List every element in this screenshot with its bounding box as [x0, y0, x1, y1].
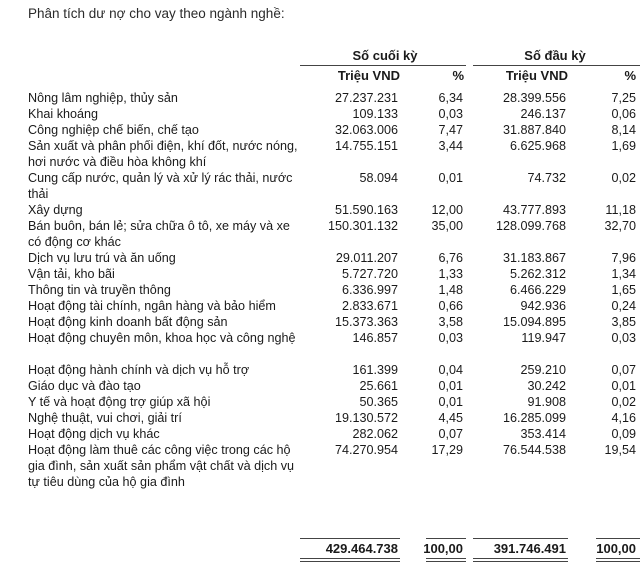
start-value: 43.777.893 — [502, 203, 566, 217]
sector-label: Nông lâm nghiệp, thủy sản — [28, 91, 178, 105]
end-pct: 0,01 — [438, 171, 463, 185]
start-pct: 0,06 — [611, 107, 636, 121]
start-pct: 1,34 — [611, 267, 636, 281]
start-value: 119.947 — [521, 331, 566, 345]
start-pct: 1,69 — [611, 139, 636, 153]
start-value: 353.414 — [520, 427, 566, 441]
total-end-pct: 100,00 — [423, 541, 463, 556]
total-start-pct: 100,00 — [596, 541, 636, 556]
end-value: 32.063.006 — [334, 123, 398, 137]
start-pct: 0,09 — [611, 427, 636, 441]
totals-bottom-rule-4b — [596, 561, 640, 562]
start-value: 74.732 — [527, 171, 566, 185]
sector-label: Dịch vụ lưu trú và ăn uống — [28, 251, 176, 265]
sector-label: Bán buôn, bán lẻ; sửa chữa ô tô, xe máy và xe có động cơ khác — [28, 219, 290, 249]
start-value: 31.887.840 — [502, 123, 566, 137]
start-pct: 0,01 — [611, 379, 636, 393]
end-value: 58.094 — [359, 171, 398, 185]
start-value: 942.936 — [520, 299, 566, 313]
totals-bottom-rule-3b — [473, 561, 568, 562]
end-pct: 17,29 — [431, 443, 463, 457]
sector-label: Cung cấp nước, quản lý và xử lý rác thải, nước thải — [28, 171, 293, 201]
start-pct: 1,65 — [611, 283, 636, 297]
sector-label: Thông tin và truyền thông — [28, 283, 171, 297]
start-value: 6.466.229 — [509, 283, 566, 297]
sector-label: Hoạt động kinh doanh bất động sản — [28, 315, 228, 329]
sector-label: Công nghiệp chế biến, chế tạo — [28, 123, 199, 137]
start-value: 5.262.312 — [509, 267, 566, 281]
sector-label: Hoạt động tài chính, ngân hàng và bảo hiểm — [28, 299, 276, 313]
start-pct: 7,25 — [611, 91, 636, 105]
start-value: 246.137 — [520, 107, 566, 121]
end-pct: 1,33 — [438, 267, 463, 281]
end-value: 19.130.572 — [334, 411, 398, 425]
end-pct: 0,01 — [438, 379, 463, 393]
end-value: 6.336.997 — [341, 283, 398, 297]
end-pct: 3,44 — [438, 139, 463, 153]
start-value: 91.908 — [527, 395, 566, 409]
totals-top-rule-3 — [473, 538, 568, 539]
start-value: 16.285.099 — [502, 411, 566, 425]
start-pct: 0,07 — [611, 363, 636, 377]
sector-label: Vận tải, kho bãi — [28, 267, 115, 281]
end-value: 74.270.954 — [334, 443, 398, 457]
unit-header-start: Triệu VND — [505, 68, 568, 83]
totals-bottom-rule-1b — [300, 561, 400, 562]
sector-label: Hoạt động làm thuê các công việc trong các hộ gia đình, sản xuất sản phẩm vật chất và dịch vụ tự tiêu dùng của hộ gia đình — [28, 443, 295, 489]
totals-bottom-rule-3 — [473, 558, 568, 559]
end-value: 51.590.163 — [334, 203, 398, 217]
end-value: 150.301.132 — [327, 219, 398, 233]
total-end: 429.464.738 — [325, 541, 398, 556]
start-pct: 0,03 — [611, 331, 636, 345]
end-pct: 3,58 — [438, 315, 463, 329]
start-pct: 7,96 — [611, 251, 636, 265]
start-value: 15.094.895 — [502, 315, 566, 329]
end-pct: 35,00 — [431, 219, 463, 233]
start-value: 76.544.538 — [502, 443, 566, 457]
start-pct: 0,02 — [611, 171, 636, 185]
end-value: 5.727.720 — [341, 267, 398, 281]
page-heading: Phân tích dư nợ cho vay theo ngành nghề: — [28, 6, 285, 21]
totals-top-rule-4 — [596, 538, 640, 539]
start-pct: 0,02 — [611, 395, 636, 409]
end-value: 25.661 — [359, 379, 398, 393]
end-value: 27.237.231 — [334, 91, 398, 105]
start-value: 31.183.867 — [502, 251, 566, 265]
start-value: 28.399.556 — [502, 91, 566, 105]
end-pct: 6,76 — [438, 251, 463, 265]
totals-bottom-rule-2 — [426, 558, 466, 559]
start-pct: 32,70 — [604, 219, 636, 233]
total-start: 391.746.491 — [493, 541, 566, 556]
totals-top-rule-2 — [426, 538, 466, 539]
end-pct: 0,07 — [438, 427, 463, 441]
end-value: 146.857 — [352, 331, 398, 345]
end-pct: 1,48 — [438, 283, 463, 297]
start-pct: 19,54 — [604, 443, 636, 457]
end-pct: 12,00 — [431, 203, 463, 217]
totals-bottom-rule-1 — [300, 558, 400, 559]
start-value: 128.099.768 — [495, 219, 566, 233]
end-pct: 7,47 — [438, 123, 463, 137]
period-end-header: Số cuối kỳ — [352, 48, 418, 63]
end-pct: 0,04 — [438, 363, 463, 377]
sector-label: Y tế và hoạt động trợ giúp xã hội — [28, 395, 211, 409]
sector-label: Khai khoáng — [28, 107, 99, 121]
end-value: 15.373.363 — [334, 315, 398, 329]
end-value: 14.755.151 — [334, 139, 398, 153]
end-pct: 6,34 — [438, 91, 463, 105]
sector-label: Hoạt động dịch vụ khác — [28, 427, 160, 441]
sector-label: Xây dựng — [28, 203, 83, 217]
end-pct: 0,03 — [438, 107, 463, 121]
end-value: 2.833.671 — [341, 299, 398, 313]
start-value: 30.242 — [527, 379, 566, 393]
totals-bottom-rule-2b — [426, 561, 466, 562]
start-value: 6.625.968 — [509, 139, 566, 153]
unit-header-end: Triệu VND — [337, 68, 400, 83]
start-pct: 3,85 — [611, 315, 636, 329]
period-start-header-rule — [473, 65, 640, 66]
start-pct: 4,16 — [611, 411, 636, 425]
start-pct: 8,14 — [611, 123, 636, 137]
sector-label: Giáo dục và đào tạo — [28, 379, 141, 393]
sector-label: Hoạt động chuyên môn, khoa học và công nghệ — [28, 331, 296, 345]
start-value: 259.210 — [520, 363, 566, 377]
sector-label: Sản xuất và phân phối điện, khí đốt, nước nóng, hơi nước và điều hòa không khí — [28, 139, 298, 169]
start-pct: 0,24 — [611, 299, 636, 313]
end-pct: 0,66 — [438, 299, 463, 313]
start-pct: 11,18 — [605, 203, 636, 217]
totals-bottom-rule-4 — [596, 558, 640, 559]
end-value: 29.011.207 — [335, 251, 398, 265]
end-value: 109.133 — [352, 107, 398, 121]
end-value: 282.062 — [352, 427, 398, 441]
pct-header-start: % — [624, 68, 636, 83]
end-pct: 0,03 — [438, 331, 463, 345]
period-start-header: Số đầu kỳ — [524, 48, 586, 63]
period-end-header-rule — [300, 65, 466, 66]
totals-top-rule-1 — [300, 538, 400, 539]
end-pct: 4,45 — [438, 411, 463, 425]
sector-label: Nghệ thuật, vui chơi, giải trí — [28, 411, 182, 425]
sector-label: Hoạt động hành chính và dịch vụ hỗ trợ — [28, 363, 250, 377]
end-value: 161.399 — [352, 363, 398, 377]
end-value: 50.365 — [359, 395, 398, 409]
pct-header-end: % — [452, 68, 464, 83]
end-pct: 0,01 — [438, 395, 463, 409]
